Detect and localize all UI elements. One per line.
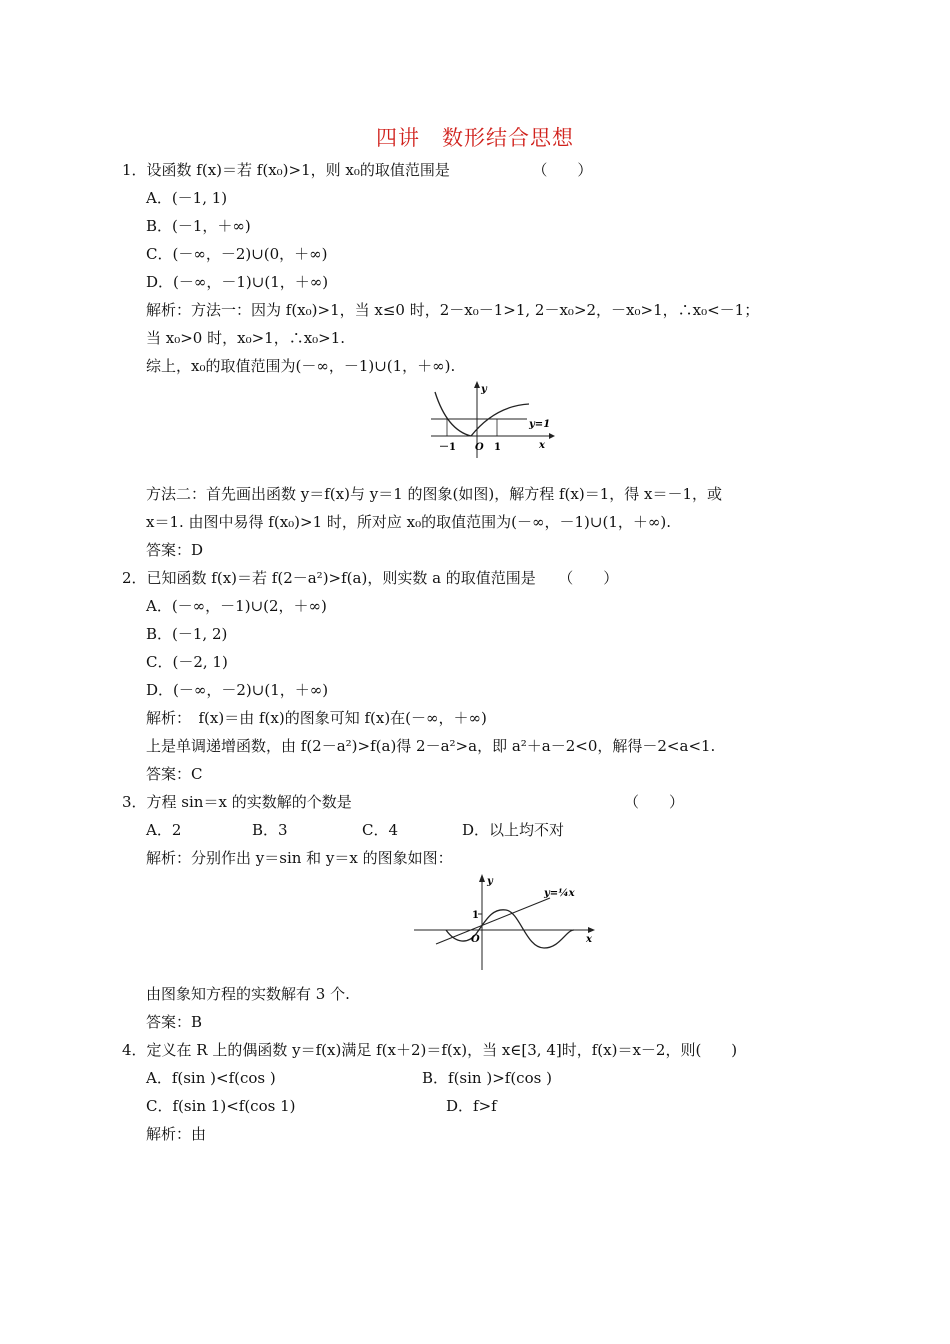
q4-option-c: C．f(sin 1)<f(cos 1) bbox=[146, 1097, 296, 1115]
page-title: 四讲 数形结合思想 bbox=[376, 126, 574, 150]
q3-fig-y-label: y bbox=[487, 876, 493, 887]
q4-option-a: A．f(sin )<f(cos ) bbox=[146, 1069, 276, 1087]
q2-stem: 2．已知函数 f(x)＝若 f(2－a²)>f(a)，则实数 a 的取值范围是 （ ） bbox=[122, 569, 619, 587]
q2-option-c: C．(－2, 1) bbox=[146, 653, 228, 671]
q3-option-c: C．4 bbox=[362, 821, 399, 839]
q3-fig-tick-1: 1 bbox=[472, 910, 479, 921]
q1-figure bbox=[425, 380, 555, 460]
q4-stem: 4．定义在 R 上的偶函数 y＝f(x)满足 f(x＋2)＝f(x)，当 x∈[3, 4]时，f(x)＝x－2，则( ) bbox=[122, 1041, 738, 1059]
q4-option-d: D．f>f bbox=[446, 1097, 497, 1115]
q3-conclusion: 由图象知方程的实数解有 3 个. bbox=[146, 985, 350, 1003]
q1-stem: 1．设函数 f(x)＝若 f(x₀)>1，则 x₀的取值范围是 （ ） bbox=[122, 161, 593, 179]
q4-option-b: B．f(sin )>f(cos ) bbox=[422, 1069, 552, 1087]
q3-option-a: A．2 bbox=[146, 821, 182, 839]
q1-analysis-1: 解析：方法一：因为 f(x₀)>1，当 x≤0 时，2－x₀－1>1, 2－x₀>2，－x₀>1，∴x₀<－1； bbox=[146, 301, 760, 319]
q3-bracket: （ ） bbox=[624, 793, 685, 811]
q1-option-d: D．(－∞，－1)∪(1，＋∞) bbox=[146, 273, 329, 291]
q1-fig-x-label: x bbox=[539, 440, 545, 451]
q2-option-d: D．(－∞，－2)∪(1，＋∞) bbox=[146, 681, 329, 699]
q2-answer: 答案：C bbox=[146, 765, 203, 783]
q2-option-b: B．(－1, 2) bbox=[146, 625, 228, 643]
q3-stem: 3．方程 sin＝x 的实数解的个数是 bbox=[122, 793, 352, 811]
q3-option-d: D．以上均不对 bbox=[462, 821, 565, 839]
q1-option-a: A．(－1, 1) bbox=[146, 189, 228, 207]
q1-analysis-3: 综上，x₀的取值范围为(－∞，－1)∪(1，＋∞). bbox=[146, 357, 456, 375]
q1-option-c: C．(－∞，－2)∪(0，＋∞) bbox=[146, 245, 328, 263]
q3-fig-origin: O bbox=[471, 934, 480, 945]
q1-fig-line-label: y=1 bbox=[529, 419, 551, 430]
q1-fig-origin: O bbox=[475, 442, 484, 453]
q1-answer: 答案：D bbox=[146, 541, 204, 559]
q1-method2-2: x＝1. 由图中易得 f(x₀)>1 时，所对应 x₀的取值范围为(－∞，－1)∪(1，＋∞). bbox=[146, 513, 671, 531]
q1-option-b: B．(－1，＋∞) bbox=[146, 217, 251, 235]
q2-option-a: A．(－∞，－1)∪(2，＋∞) bbox=[146, 597, 327, 615]
q3-fig-x-label: x bbox=[586, 934, 592, 945]
q3-answer: 答案：B bbox=[146, 1013, 203, 1031]
q3-figure bbox=[412, 872, 602, 972]
q1-fig-y-label: y bbox=[481, 384, 487, 395]
q1-fig-tick-1: 1 bbox=[494, 442, 501, 453]
q1-analysis-2: 当 x₀>0 时，x₀>1，∴x₀>1. bbox=[146, 329, 346, 347]
q1-method2-1: 方法二：首先画出函数 y＝f(x)与 y＝1 的图象(如图)，解方程 f(x)＝1，得 x＝－1，或 bbox=[146, 485, 723, 503]
q4-analysis: 解析：由 bbox=[146, 1125, 207, 1143]
q3-option-b: B．3 bbox=[252, 821, 288, 839]
q2-analysis-2: 上是单调递增函数，由 f(2－a²)>f(a)得 2－a²>a，即 a²＋a－2<0，解得－2<a<1. bbox=[146, 737, 716, 755]
q3-fig-line-label: y=¼x bbox=[544, 888, 575, 899]
q3-analysis: 解析：分别作出 y＝sin 和 y＝x 的图象如图： bbox=[146, 849, 453, 867]
q1-fig-tick-neg1: －1 bbox=[439, 442, 456, 453]
q2-analysis-1: 解析： f(x)＝由 f(x)的图象可知 f(x)在(－∞，＋∞) bbox=[146, 709, 487, 727]
